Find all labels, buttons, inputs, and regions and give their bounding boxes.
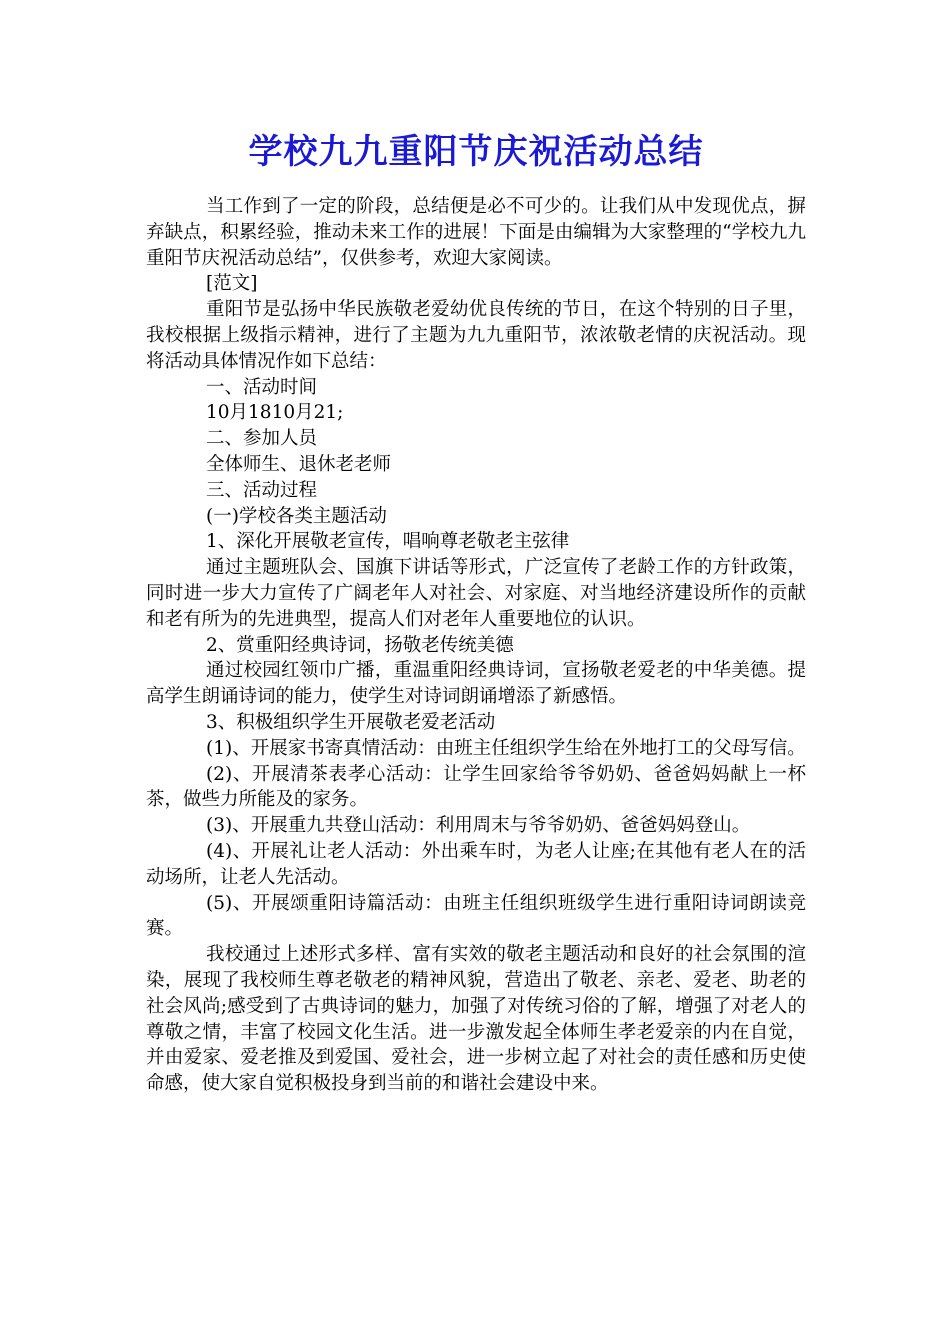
section-heading: 三、活动过程 [206,479,318,501]
list-item: (5)、开展颂重阳诗篇活动：由班主任组织班级学生进行重阳诗词朗读竞赛。 [146,892,806,940]
paragraph: 全体师生、退休老老师 [206,453,392,475]
item-heading: 1、深化开展敬老宣传，唱响尊老敬老主弦律 [206,531,570,553]
section-heading: 一、活动时间 [206,376,318,398]
paragraph: 我校通过上述形式多样、富有实效的敬老主题活动和良好的社会氛围的渲染，展现了我校师生尊老敬老的精神风貌，营造出了敬老、亲老、爱老、助老的社会风尚;感受到了古典诗词的魅力，加强了对传统习俗的了解，增强了对老人的尊敬之情，丰富了校园文化生活。进一步激发起全体师生孝老爱亲的内在自觉，并由爱家、爱老推及到爱国、爱社会，进一步树立起了对社会的责任感和历史使命感，使大家自觉积极投身到当前的和谐社会建设中来。 [146,944,806,1095]
paragraph: [范文] [206,273,258,295]
list-item: (1)、开展家书寄真情活动：由班主任组织学生给在外地打工的父母写信。 [206,737,806,759]
paragraph: 通过主题班队会、国旗下讲话等形式，广泛宣传了老龄工作的方针政策，同时进一步大力宣传了广阔老年人对社会、对家庭、对当地经济建设所作的贡献和老有所为的先进典型，提高人们对老年人重要地位的认识。 [146,557,806,630]
document-page [146,126,806,1097]
paragraph: 重阳节是弘扬中华民族敬老爱幼优良传统的节日，在这个特别的日子里，我校根据上级指示精神，进行了主题为九九重阳节，浓浓敬老情的庆祝活动。现将活动具体情况作如下总结： [146,299,806,372]
paragraph: 10月1810月21; [206,402,344,424]
document-body [146,194,806,1097]
document-title: 学校九九重阳节庆祝活动总结 [248,132,704,172]
list-item: (3)、开展重九共登山活动：利用周末与爷爷奶奶、爸爸妈妈登山。 [206,815,751,837]
list-item: (2)、开展清茶表孝心活动：让学生回家给爷爷奶奶、爸爸妈妈献上一杯茶，做些力所能及的家务。 [146,763,806,811]
item-heading: 2、赏重阳经典诗词，扬敬老传统美德 [206,634,514,656]
section-heading: 二、参加人员 [206,428,318,450]
list-item: (4)、开展礼让老人活动：外出乘车时，为老人让座;在其他有老人在的活动场所，让老人先活动。 [146,840,806,888]
item-heading: 3、积极组织学生开展敬老爱老活动 [206,711,496,733]
subsection-heading: (一)学校各类主题活动 [206,505,387,527]
paragraph: 通过校园红领巾广播，重温重阳经典诗词，宣扬敬老爱老的中华美德。提高学生朗诵诗词的能力，使学生对诗词朗诵增添了新感悟。 [146,660,806,708]
paragraph: 当工作到了一定的阶段，总结便是必不可少的。让我们从中发现优点，摒弃缺点，积累经验，推动未来工作的进展！下面是由编辑为大家整理的“学校九九重阳节庆祝活动总结”，仅供参考，欢迎大家阅读。 [146,196,806,269]
